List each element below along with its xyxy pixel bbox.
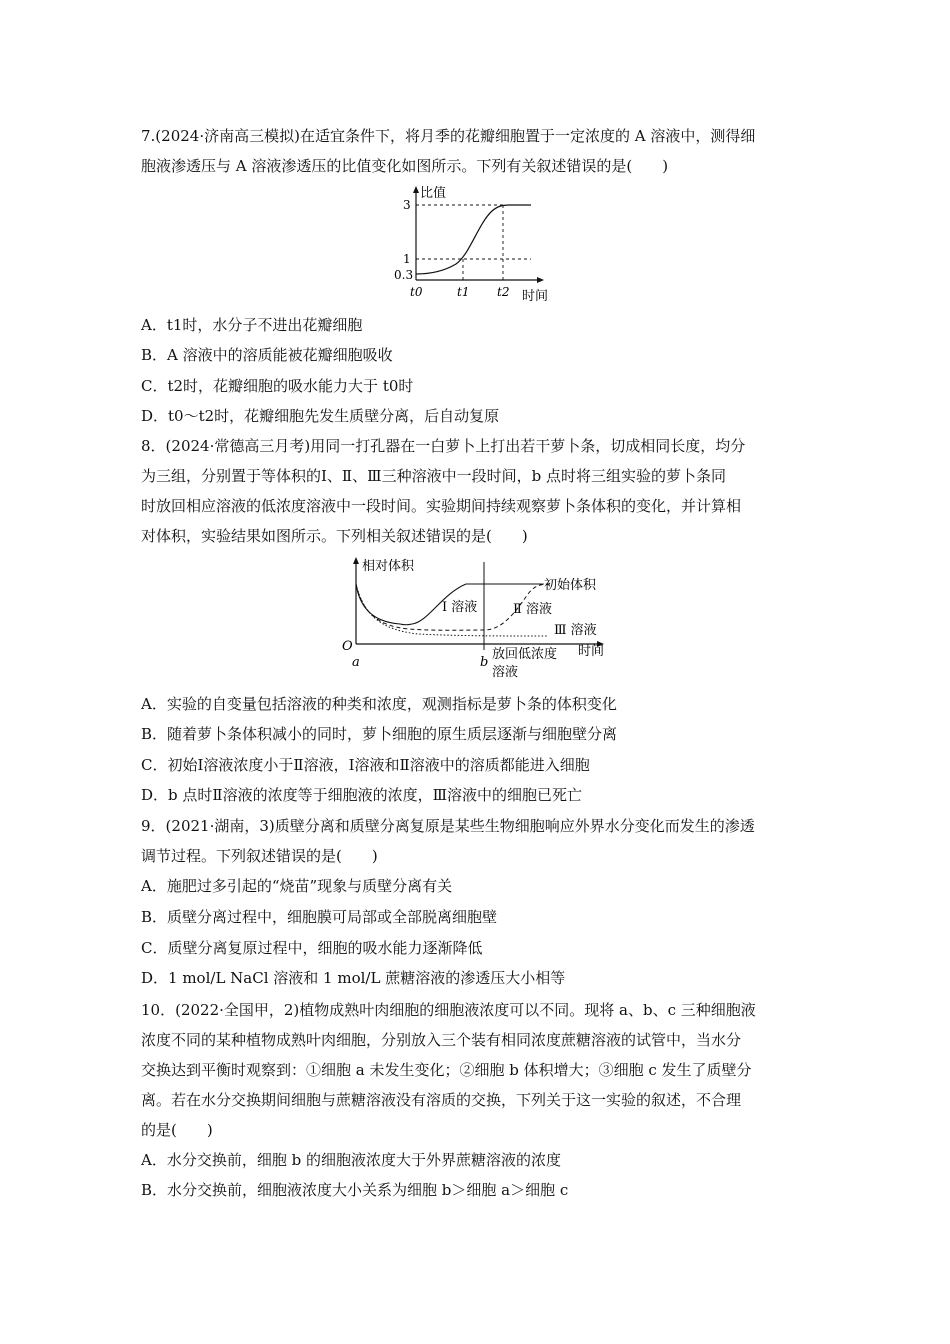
q8-option-b: B．随着萝卜条体积减小的同时，萝卜细胞的原生质层逐渐与细胞壁分离 — [141, 725, 618, 743]
q9-stem-line1: 9．(2021·湖南，3)质壁分离和质壁分离复原是某些生物细胞响应外界水分变化而发生的渗透 — [141, 817, 755, 835]
q7-ytick-3: 3 — [403, 198, 411, 212]
q8-label-solution2: Ⅱ 溶液 — [513, 602, 552, 617]
q7-option-c: C．t2时，花瓣细胞的吸水能力大于 t0时 — [141, 377, 414, 395]
q10-stem-line4: 离。若在水分交换期间细胞与蔗糖溶液没有溶质的交换，下列关于这一实验的叙述，不合理 — [141, 1091, 742, 1109]
q7-chart-ylabel: 比值 — [420, 186, 447, 201]
q7-xtick-t0: t0 — [410, 285, 423, 299]
q8-chart-ylabel: 相对体积 — [362, 559, 415, 574]
q8-stem-line4: 对体积，实验结果如图所示。下列相关叙述错误的是( ) — [141, 527, 528, 545]
q8-stem-line1: 8．(2024·常德高三月考)用同一打孔器在一白萝卜上打出若干萝卜条，切成相同长度，均分 — [141, 437, 746, 455]
q10-option-a: A．水分交换前，细胞 b 的细胞液浓度大于外界蔗糖溶液的浓度 — [141, 1151, 561, 1169]
q8-option-c: C．初始Ⅰ溶液浓度小于Ⅱ溶液，Ⅰ溶液和Ⅱ溶液中的溶质都能进入细胞 — [141, 756, 590, 774]
q8-volume-chart — [338, 554, 628, 682]
q9-option-b: B．质壁分离过程中，细胞膜可局部或全部脱离细胞壁 — [141, 908, 498, 926]
q7-xtick-t1: t1 — [457, 285, 470, 299]
q9-option-c: C．质壁分离复原过程中，细胞的吸水能力逐渐降低 — [141, 939, 483, 957]
q7-xtick-t2: t2 — [497, 285, 510, 299]
q9-option-a: A．施肥过多引起的“烧苗”现象与质壁分离有关 — [141, 877, 453, 895]
q7-option-d: D．t0～t2时，花瓣细胞先发生质壁分离，后自动复原 — [141, 407, 500, 425]
q8-point-a: a — [352, 655, 360, 670]
q8-stem-line3: 时放回相应溶液的低浓度溶液中一段时间。实验期间持续观察萝卜条体积的变化，并计算相 — [141, 497, 742, 515]
q7-ratio-chart — [390, 184, 560, 306]
q7-option-a: A．t1时，水分子不进出花瓣细胞 — [141, 316, 363, 334]
q8-label-back1: 放回低浓度 — [492, 647, 558, 662]
q8-chart-xlabel: 时间 — [578, 644, 605, 659]
q8-stem-line2: 为三组，分别置于等体积的Ⅰ、Ⅱ、Ⅲ三种溶液中一段时间，b 点时将三组实验的萝卜条同 — [141, 467, 726, 485]
q10-stem-line5: 的是( ) — [141, 1121, 213, 1139]
q7-option-b: B．A 溶液中的溶质能被花瓣细胞吸收 — [141, 346, 393, 364]
q10-option-b: B．水分交换前，细胞液浓度大小关系为细胞 b＞细胞 a＞细胞 c — [141, 1181, 569, 1199]
q8-label-solution1: Ⅰ 溶液 — [442, 600, 478, 615]
q10-stem-line1: 10．(2022·全国甲，2)植物成熟叶肉细胞的细胞液浓度可以不同。现将 a、b、c 三种细胞液 — [141, 1001, 756, 1019]
q7-stem-line1: 7.(2024·济南高三模拟)在适宜条件下，将月季的花瓣细胞置于一定浓度的 A 溶液中，测得细 — [141, 127, 756, 145]
q10-stem-line2: 浓度不同的某种植物成熟叶肉细胞，分别放入三个装有相同浓度蔗糖溶液的试管中，当水分 — [141, 1031, 742, 1049]
q8-origin: O — [342, 639, 353, 654]
q8-label-solution3: Ⅲ 溶液 — [554, 623, 597, 638]
q8-label-initial: 初始体积 — [544, 578, 597, 593]
q9-option-d: D．1 mol/L NaCl 溶液和 1 mol/L 蔗糖溶液的渗透压大小相等 — [141, 969, 566, 987]
q7-ytick-03: 0.3 — [394, 268, 414, 282]
q8-label-back2: 溶液 — [492, 665, 519, 680]
q8-option-d: D．b 点时Ⅱ溶液的浓度等于细胞液的浓度，Ⅲ溶液中的细胞已死亡 — [141, 786, 583, 804]
q9-stem-line2: 调节过程。下列叙述错误的是( ) — [141, 847, 378, 865]
q10-stem-line3: 交换达到平衡时观察到：①细胞 a 未发生变化；②细胞 b 体积增大；③细胞 c 发生了质壁分 — [141, 1061, 752, 1079]
q8-point-b: b — [480, 655, 489, 670]
q7-stem-line2: 胞液渗透压与 A 溶液渗透压的比值变化如图所示。下列有关叙述错误的是( ) — [141, 157, 669, 175]
q7-chart-xlabel: 时间 — [522, 289, 549, 304]
q8-option-a: A．实验的自变量包括溶液的种类和浓度，观测指标是萝卜条的体积变化 — [141, 695, 617, 713]
q7-ytick-1: 1 — [403, 252, 411, 266]
